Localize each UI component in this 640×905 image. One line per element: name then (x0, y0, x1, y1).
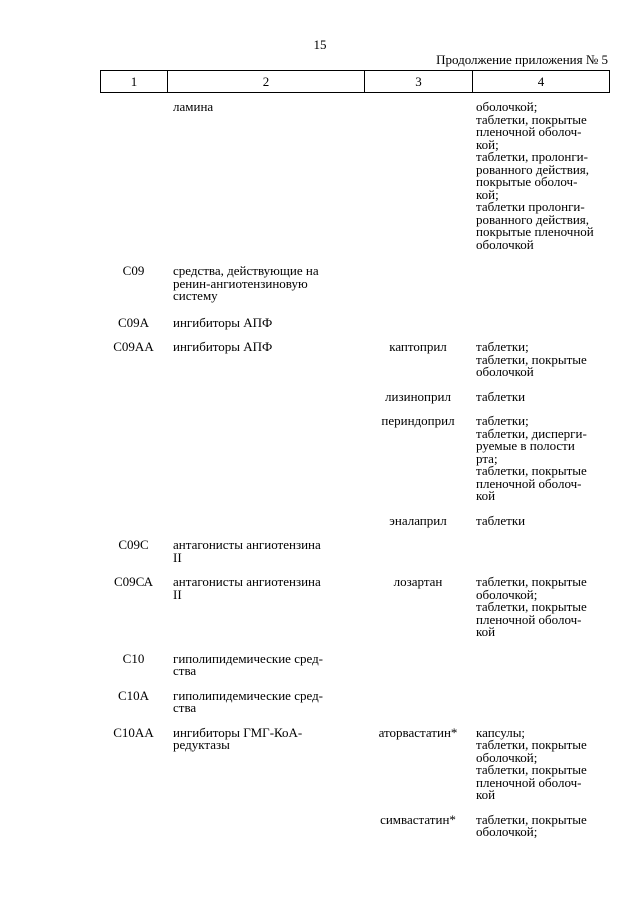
drug-name (364, 265, 472, 303)
drug-name (364, 101, 472, 251)
atc-code: С09 (122, 263, 145, 278)
drug-name: лозартан (393, 574, 443, 589)
group-name-line: редуктазы (173, 737, 230, 752)
table-row (100, 539, 609, 564)
dosage-form-line: таблетки (476, 512, 526, 528)
dosage-form-line: покрытые пленочной (476, 224, 594, 239)
drug-name: каптоприл (389, 339, 447, 354)
dosage-form-line: таблетки, покрытые (476, 737, 587, 752)
dosage-forms (472, 388, 609, 404)
dosage-form-line: таблетки, покрытые (476, 811, 587, 827)
drug-name: эналаприл (389, 512, 447, 528)
group-name (167, 724, 364, 802)
group-name (167, 687, 364, 715)
dosage-form-line: таблетки, покрытые (476, 574, 587, 589)
dosage-form-line: пленочной оболоч- (476, 611, 582, 627)
dosage-form-line: капсулы; (476, 724, 526, 740)
atc-code (100, 101, 167, 251)
dosage-form-line: оболочкой; (476, 749, 538, 765)
group-name-line: II (173, 586, 182, 602)
table-row (100, 687, 609, 715)
group-name (167, 314, 364, 330)
table-row (100, 811, 609, 839)
dosage-form-line: руемые в полости (476, 438, 575, 453)
group-name (167, 415, 364, 503)
atc-code: С09А (117, 314, 150, 330)
group-name-line: средства, действующие на (173, 263, 319, 278)
drug-name (364, 690, 472, 715)
dosage-forms (472, 690, 609, 715)
group-name (167, 650, 364, 678)
group-name-line: ства (173, 663, 197, 678)
dosage-form-line: таблетки (476, 388, 526, 404)
drug-name: симвастатин* (380, 811, 456, 827)
atc-code (100, 415, 167, 503)
dosage-form-line: кой (476, 787, 496, 802)
atc-code: С10АА (113, 724, 154, 740)
dosage-forms (472, 724, 609, 802)
dosage-forms (472, 415, 609, 503)
dosage-form-line: таблетки, дисперги- (476, 425, 587, 441)
column-header-4: 4 (473, 71, 610, 93)
dosage-forms (472, 341, 609, 379)
page-number: 15 (313, 37, 327, 52)
group-name-line: антагонисты ангиотензина (173, 537, 321, 552)
group-name (167, 341, 364, 379)
group-name-line: ингибиторы АПФ (173, 339, 273, 354)
dosage-form-line: оболочкой (476, 236, 534, 252)
column-header-1: 1 (101, 71, 168, 93)
dosage-form-line: рта; (476, 450, 498, 466)
dosage-forms (472, 317, 609, 330)
dosage-form-line: таблетки; (476, 413, 529, 428)
group-name-line: ингибиторы АПФ (173, 314, 273, 330)
dosage-forms (472, 653, 609, 678)
dosage-form-line: покрытые оболоч- (476, 174, 578, 189)
atc-code: С09СА (113, 574, 154, 589)
group-name (167, 576, 364, 639)
group-name-line: ламина (173, 99, 214, 114)
dosage-form-line: таблетки, покрытые (476, 351, 587, 367)
group-name-line: систему (173, 288, 218, 303)
dosage-form-line: таблетки, покрытые (476, 463, 587, 478)
group-name-line: гиполипидемические сред- (173, 650, 324, 666)
continuation-label: Продолжение приложения № 5 (436, 52, 608, 67)
group-name (167, 515, 364, 528)
drug-name: периндоприл (381, 413, 455, 428)
table-row (100, 388, 609, 404)
group-name-line: ингибиторы ГМГ-КоА- (173, 724, 303, 740)
dosage-form-line: таблетки, покрытые (476, 599, 587, 614)
table-row (100, 724, 609, 802)
dosage-form-line: рованного действия, (476, 161, 590, 177)
table-row (100, 650, 609, 678)
dosage-form-line: кой; (476, 136, 499, 152)
column-header-2: 2 (168, 71, 365, 93)
atc-code: С09АА (113, 339, 154, 354)
dosage-forms (472, 512, 609, 528)
atc-code: С10А (117, 687, 150, 703)
atc-code (100, 515, 167, 528)
table-row (100, 576, 609, 639)
atc-code: С10 (122, 650, 145, 666)
atc-code (100, 814, 167, 839)
atc-code: С09С (118, 537, 149, 552)
column-header-table (100, 70, 610, 93)
group-name-line: II (173, 549, 182, 565)
table-body (100, 101, 609, 839)
drug-name (364, 539, 472, 564)
group-name-line: ства (173, 700, 197, 715)
table-row (100, 101, 609, 251)
drug-name (364, 317, 472, 330)
table-row (100, 265, 609, 303)
dosage-form-line: кой; (476, 186, 499, 202)
group-name (167, 391, 364, 404)
group-name (167, 265, 364, 303)
table-row (100, 314, 609, 330)
atc-code (100, 391, 167, 404)
dosage-form-line: таблетки, пролонги- (476, 149, 588, 164)
dosage-form-line: таблетки, покрытые (476, 762, 587, 777)
column-header-3: 3 (365, 71, 473, 93)
dosage-form-line: кой (476, 624, 496, 639)
dosage-form-line: пленочной оболоч- (476, 475, 582, 491)
table-row (100, 512, 609, 528)
dosage-form-line: таблетки пролонги- (476, 199, 585, 214)
table-row (100, 341, 609, 379)
dosage-forms (472, 576, 609, 639)
dosage-form-line: таблетки; (476, 339, 529, 354)
dosage-form-line: оболочкой; (476, 824, 538, 839)
group-name-line: ренин-ангиотензиновую (173, 275, 308, 291)
dosage-forms (472, 811, 609, 839)
dosage-form-line: оболочкой; (476, 99, 538, 114)
dosage-forms (472, 101, 609, 251)
group-name (167, 539, 364, 564)
dosage-form-line: пленочной оболоч- (476, 774, 582, 790)
drug-name: аторвастатин* (378, 724, 458, 740)
dosage-form-line: оболочкой; (476, 586, 538, 602)
group-name-line: гиполипидемические сред- (173, 687, 324, 703)
drug-name (364, 653, 472, 678)
dosage-form-line: оболочкой (476, 364, 534, 379)
table-row (100, 415, 609, 503)
group-name-line: антагонисты ангиотензина (173, 574, 321, 589)
dosage-forms (472, 539, 609, 564)
dosage-form-line: пленочной оболоч- (476, 124, 582, 139)
dosage-form-line: рованного действия, (476, 211, 590, 227)
group-name (167, 814, 364, 839)
dosage-form-line: кой (476, 488, 496, 503)
dosage-forms (472, 265, 609, 303)
drug-name: лизиноприл (385, 388, 451, 404)
group-name (167, 101, 364, 251)
dosage-form-line: таблетки, покрытые (476, 111, 587, 127)
